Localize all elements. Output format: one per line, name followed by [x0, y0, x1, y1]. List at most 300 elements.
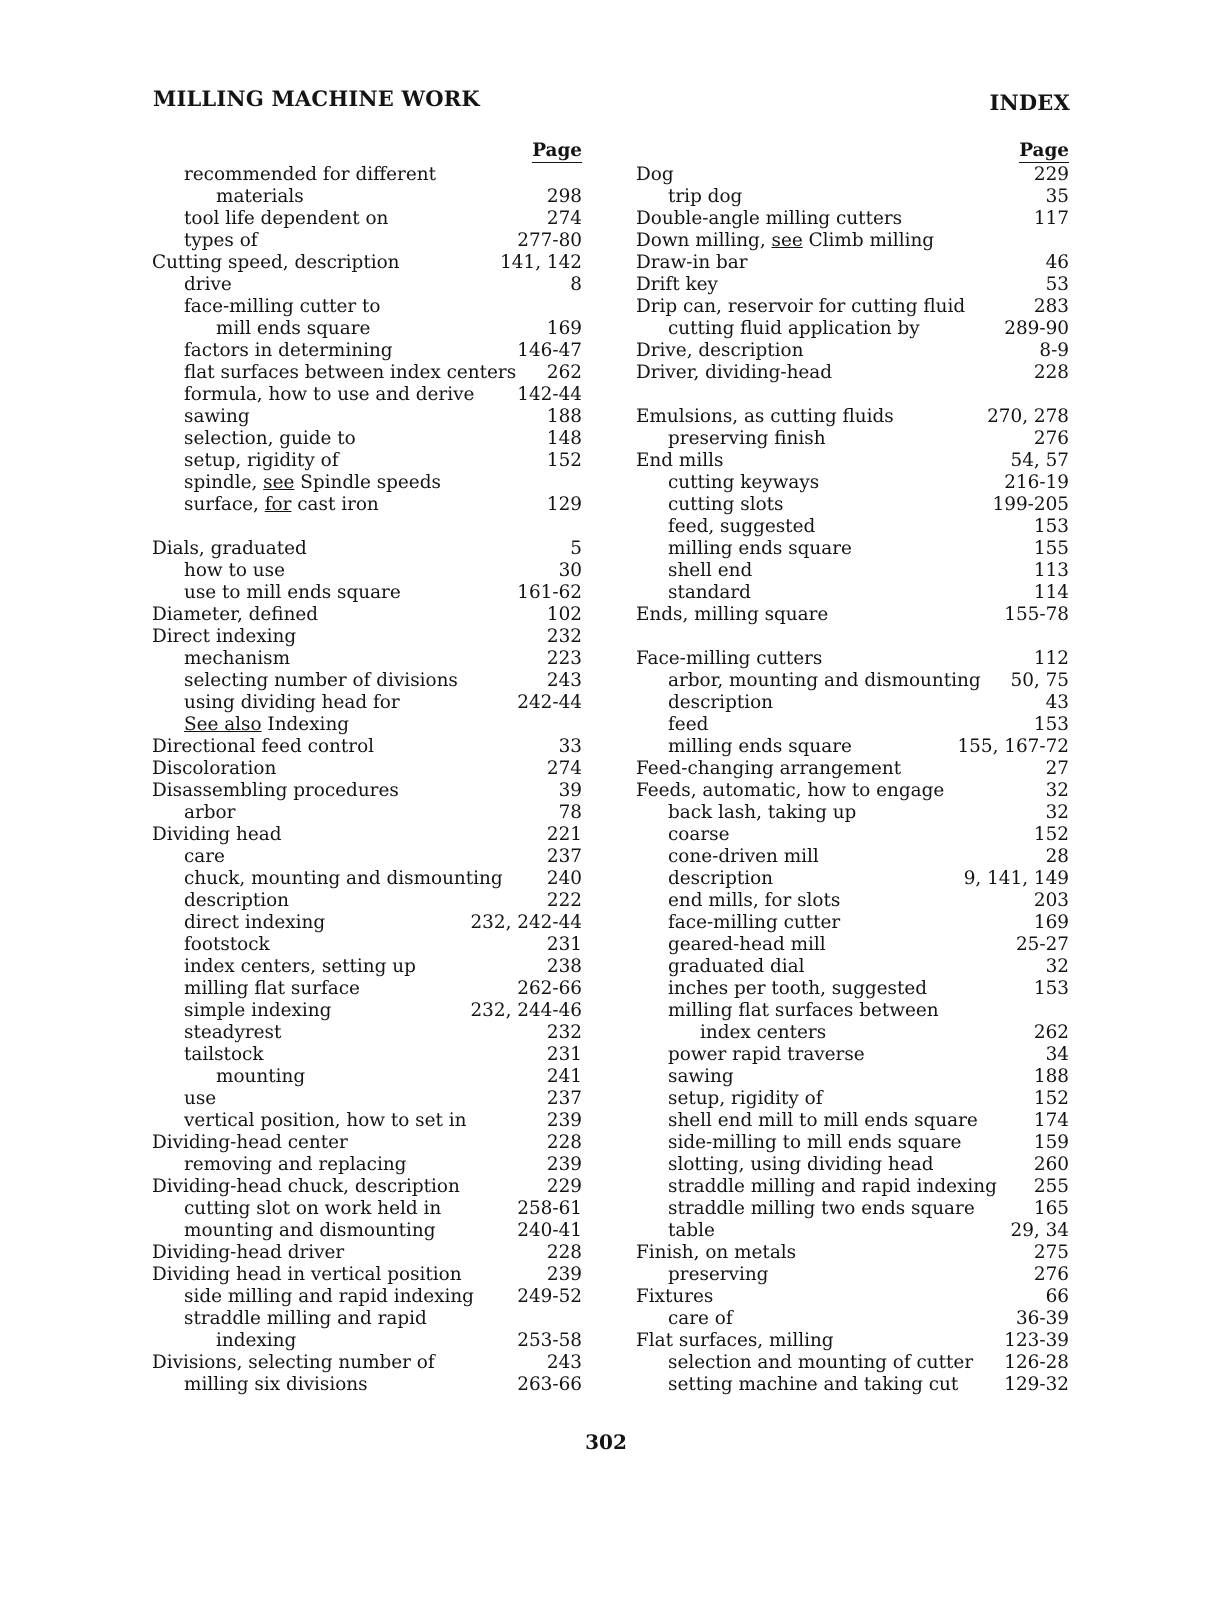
entry-term: description — [668, 692, 774, 713]
entry-list — [636, 164, 1069, 1396]
index-subentry — [152, 648, 582, 670]
index-subentry — [152, 318, 582, 340]
entry-page-ref: 54, 57 — [1010, 450, 1069, 471]
entry-page-ref: 289-90 — [1004, 318, 1069, 339]
entry-page-ref: 243 — [546, 670, 582, 691]
index-subentry — [636, 934, 1069, 956]
entry-page-ref — [1063, 230, 1069, 252]
entry-term: formula, how to use and derive — [184, 384, 475, 405]
entry-page-ref: 260 — [1033, 1154, 1069, 1175]
entry-page-ref: 169 — [546, 318, 582, 339]
entry-page-ref: 39 — [558, 780, 582, 801]
index-entry — [152, 736, 582, 758]
index-subentry — [636, 318, 1069, 340]
entry-term: sawing — [668, 1066, 734, 1087]
cross-reference: see — [771, 230, 803, 251]
index-subentry — [152, 1110, 582, 1132]
entry-page-ref: 30 — [558, 560, 582, 581]
index-subentry — [152, 1374, 582, 1396]
entry-term: straddle milling and rapid indexing — [668, 1176, 997, 1197]
entry-page-ref: 240-41 — [517, 1220, 582, 1241]
entry-term: selecting number of divisions — [184, 670, 458, 691]
entry-term: selection, guide to — [184, 428, 356, 449]
entry-page-ref — [576, 296, 582, 318]
entry-term: how to use — [184, 560, 285, 581]
entry-page-ref: 232, 242-44 — [470, 912, 582, 933]
index-entry — [636, 1286, 1069, 1308]
entry-page-ref: 146-47 — [517, 340, 582, 361]
index-entry — [636, 1330, 1069, 1352]
entry-page-ref: 239 — [546, 1154, 582, 1175]
entry-page-ref: 102 — [546, 604, 582, 625]
index-entry — [636, 406, 1069, 428]
entry-term: removing and replacing — [184, 1154, 407, 1175]
index-subentry — [152, 296, 582, 318]
index-subentry — [152, 1022, 582, 1044]
entry-page-ref: 43 — [1045, 692, 1069, 713]
entry-term: Fixtures — [636, 1286, 714, 1307]
entry-term: feed, suggested — [668, 516, 816, 537]
index-subentry — [636, 1000, 1069, 1022]
entry-spacer — [636, 384, 1069, 406]
entry-term: setting machine and taking cut — [668, 1374, 959, 1395]
entry-term: Diameter, defined — [152, 604, 319, 625]
entry-term: care of — [668, 1308, 733, 1329]
index-subentry — [152, 340, 582, 362]
entry-term: side-milling to mill ends square — [668, 1132, 962, 1153]
index-subentry — [152, 362, 582, 384]
index-subentry — [636, 1022, 1069, 1044]
index-subentry — [152, 890, 582, 912]
index-subentry — [152, 978, 582, 1000]
entry-page-ref: 255 — [1033, 1176, 1069, 1197]
entry-page-ref: 228 — [1033, 362, 1069, 383]
entry-page-ref: 232 — [546, 626, 582, 647]
entry-term: End mills — [636, 450, 724, 471]
entry-page-ref: 277-80 — [517, 230, 582, 251]
entry-page-ref: 8-9 — [1039, 340, 1069, 361]
entry-term: end mills, for slots — [668, 890, 841, 911]
entry-page-ref: 27 — [1045, 758, 1069, 779]
entry-term: cutting fluid application by — [668, 318, 920, 339]
entry-page-ref: 29, 34 — [1010, 1220, 1069, 1241]
index-subentry — [636, 890, 1069, 912]
index-entry — [152, 252, 582, 274]
entry-page-ref: 221 — [546, 824, 582, 845]
entry-term: surface, for cast iron — [184, 494, 379, 515]
entry-term: table — [668, 1220, 715, 1241]
index-subentry — [152, 1220, 582, 1242]
index-subentry — [152, 1154, 582, 1176]
index-subentry — [636, 824, 1069, 846]
entry-term: using dividing head for — [184, 692, 400, 713]
index-subentry — [152, 846, 582, 868]
entry-term: preserving finish — [668, 428, 826, 449]
entry-page-ref: 239 — [546, 1110, 582, 1131]
entry-page-ref — [1063, 1000, 1069, 1022]
entry-term: Dog — [636, 164, 674, 185]
index-entry — [152, 538, 582, 560]
entry-page-ref: 270, 278 — [987, 406, 1069, 427]
entry-term: face-milling cutter to — [184, 296, 381, 317]
entry-term: standard — [668, 582, 751, 603]
entry-term: cutting slot on work held in — [184, 1198, 442, 1219]
index-entry — [152, 1132, 582, 1154]
entry-term: arbor — [184, 802, 236, 823]
index-subentry — [152, 186, 582, 208]
index-subentry — [636, 538, 1069, 560]
index-subentry — [636, 186, 1069, 208]
index-subentry — [152, 208, 582, 230]
entry-page-ref: 126-28 — [1004, 1352, 1069, 1373]
index-subentry — [152, 1198, 582, 1220]
entry-page-ref: 32 — [1045, 956, 1069, 977]
index-subentry — [152, 1066, 582, 1088]
entry-term: simple indexing — [184, 1000, 332, 1021]
index-entry — [636, 296, 1069, 318]
entry-term: milling six divisions — [184, 1374, 368, 1395]
entry-page-ref: 5 — [570, 538, 582, 559]
index-subentry — [636, 1066, 1069, 1088]
page-column-heading: Page — [532, 140, 582, 161]
index-entry — [636, 758, 1069, 780]
index-subentry — [636, 428, 1069, 450]
entry-term: drive — [184, 274, 232, 295]
index-entry — [636, 362, 1069, 384]
entry-page-ref: 223 — [546, 648, 582, 669]
entry-term: cone-driven mill — [668, 846, 819, 867]
entry-page-ref: 276 — [1033, 428, 1069, 449]
entry-term: feed — [668, 714, 709, 735]
index-subentry — [636, 692, 1069, 714]
entry-page-ref: 203 — [1033, 890, 1069, 911]
index-subentry — [152, 1308, 582, 1330]
index-subentry — [152, 560, 582, 582]
entry-term: spindle, see Spindle speeds — [184, 472, 441, 493]
entry-page-ref: 249-52 — [517, 1286, 582, 1307]
entry-page-ref: 262 — [546, 362, 582, 383]
entry-term: face-milling cutter — [668, 912, 841, 933]
entry-page-ref: 155-78 — [1004, 604, 1069, 625]
entry-page-ref: 298 — [546, 186, 582, 207]
entry-page-ref: 129 — [546, 494, 582, 515]
index-entry — [636, 230, 1069, 252]
entry-term: straddle milling two ends square — [668, 1198, 975, 1219]
index-subentry — [152, 1088, 582, 1110]
index-subentry — [152, 494, 582, 516]
entry-term: Flat surfaces, milling — [636, 1330, 834, 1351]
index-subentry — [152, 912, 582, 934]
entry-page-ref: 174 — [1033, 1110, 1069, 1131]
index-entry — [636, 252, 1069, 274]
entry-term: description — [184, 890, 290, 911]
entry-term: shell end mill to mill ends square — [668, 1110, 978, 1131]
running-head-title: MILLING MACHINE WORK — [153, 86, 480, 111]
entry-page-ref: 242-44 — [517, 692, 582, 713]
entry-page-ref: 9, 141, 149 — [963, 868, 1069, 889]
entry-term: power rapid traverse — [668, 1044, 865, 1065]
entry-page-ref: 243 — [546, 1352, 582, 1373]
entry-term: types of — [184, 230, 258, 251]
entry-term: Dividing head in vertical position — [152, 1264, 462, 1285]
index-entry — [636, 1242, 1069, 1264]
entry-term: materials — [216, 186, 304, 207]
entry-page-ref: 231 — [546, 1044, 582, 1065]
entry-term: straddle milling and rapid — [184, 1308, 427, 1329]
entry-page-ref: 283 — [1033, 296, 1069, 317]
entry-page-ref: 114 — [1033, 582, 1069, 603]
entry-page-ref: 275 — [1033, 1242, 1069, 1263]
entry-term: mill ends square — [216, 318, 371, 339]
index-entry — [152, 604, 582, 626]
entry-term: trip dog — [668, 186, 743, 207]
entry-term: Cutting speed, description — [152, 252, 400, 273]
entry-page-ref: 8 — [570, 274, 582, 295]
entry-page-ref: 229 — [546, 1176, 582, 1197]
entry-term: slotting, using dividing head — [668, 1154, 934, 1175]
index-subentry — [636, 846, 1069, 868]
index-column-left — [152, 138, 582, 1396]
page-column-heading: Page — [1019, 140, 1069, 161]
index-subentry — [152, 582, 582, 604]
index-entry — [152, 626, 582, 648]
index-subentry — [636, 1176, 1069, 1198]
entry-term: Dials, graduated — [152, 538, 307, 559]
entry-term: coarse — [668, 824, 730, 845]
entry-term: use — [184, 1088, 217, 1109]
entry-page-ref: 263-66 — [517, 1374, 582, 1395]
entry-page-ref: 66 — [1045, 1286, 1069, 1307]
index-entry — [152, 758, 582, 780]
index-subentry — [636, 912, 1069, 934]
entry-term: Feed-changing arrangement — [636, 758, 902, 779]
index-subentry — [636, 1308, 1069, 1330]
index-entry — [636, 450, 1069, 472]
index-subentry — [636, 1220, 1069, 1242]
entry-page-ref: 34 — [1045, 1044, 1069, 1065]
index-subentry — [636, 494, 1069, 516]
index-subentry — [636, 714, 1069, 736]
entry-page-ref: 33 — [558, 736, 582, 757]
index-subentry — [636, 1198, 1069, 1220]
entry-page-ref: 165 — [1033, 1198, 1069, 1219]
entry-page-ref: 50, 75 — [1010, 670, 1069, 691]
entry-page-ref: 161-62 — [517, 582, 582, 603]
index-subentry — [152, 1286, 582, 1308]
index-entry — [636, 274, 1069, 296]
entry-page-ref: 274 — [546, 758, 582, 779]
entry-term: Double-angle milling cutters — [636, 208, 903, 229]
index-subentry — [152, 230, 582, 252]
entry-term: chuck, mounting and dismounting — [184, 868, 503, 889]
entry-term: mounting and dismounting — [184, 1220, 436, 1241]
index-subentry — [152, 1044, 582, 1066]
entry-page-ref: 153 — [1033, 978, 1069, 999]
entry-page-ref: 262-66 — [517, 978, 582, 999]
entry-page-ref: 188 — [1033, 1066, 1069, 1087]
entry-term: sawing — [184, 406, 250, 427]
entry-term: milling flat surface — [184, 978, 360, 999]
index-subentry — [152, 472, 582, 494]
entry-term: geared-head mill — [668, 934, 826, 955]
entry-page-ref: 199-205 — [992, 494, 1069, 515]
entry-page-ref: 238 — [546, 956, 582, 977]
entry-page-ref: 253-58 — [517, 1330, 582, 1351]
index-entry — [636, 648, 1069, 670]
entry-page-ref: 262 — [1033, 1022, 1069, 1043]
index-subentry — [152, 1330, 582, 1352]
index-subentry — [152, 714, 582, 736]
entry-page-ref — [576, 1308, 582, 1330]
entry-term: Driver, dividing-head — [636, 362, 833, 383]
index-subentry — [636, 670, 1069, 692]
entry-spacer — [636, 626, 1069, 648]
entry-term: cutting keyways — [668, 472, 820, 493]
index-subentry — [636, 736, 1069, 758]
entry-page-ref: 152 — [546, 450, 582, 471]
index-subentry — [152, 274, 582, 296]
page-number: 302 — [585, 1430, 627, 1454]
entry-page-ref: 231 — [546, 934, 582, 955]
index-entry — [152, 780, 582, 802]
index-subentry — [636, 1264, 1069, 1286]
entry-page-ref: 32 — [1045, 802, 1069, 823]
entry-page-ref: 237 — [546, 1088, 582, 1109]
entry-page-ref — [576, 714, 582, 736]
entry-term: See also Indexing — [184, 714, 350, 735]
entry-page-ref: 152 — [1033, 824, 1069, 845]
index-subentry — [636, 1154, 1069, 1176]
entry-term: factors in determining — [184, 340, 393, 361]
index-entry — [636, 780, 1069, 802]
index-subentry — [152, 956, 582, 978]
entry-term: preserving — [668, 1264, 769, 1285]
index-subentry — [152, 164, 582, 186]
index-entry — [636, 208, 1069, 230]
entry-term: milling ends square — [668, 538, 852, 559]
entry-page-ref: 112 — [1033, 648, 1069, 669]
entry-page-ref: 222 — [546, 890, 582, 911]
entry-page-ref: 53 — [1045, 274, 1069, 295]
index-subentry — [636, 516, 1069, 538]
entry-term: milling ends square — [668, 736, 852, 757]
index-entry — [152, 1176, 582, 1198]
index-entry — [636, 604, 1069, 626]
index-subentry — [152, 802, 582, 824]
entry-term: Draw-in bar — [636, 252, 748, 273]
entry-page-ref: 169 — [1033, 912, 1069, 933]
index-entry — [152, 1242, 582, 1264]
entry-term: Feeds, automatic, how to engage — [636, 780, 945, 801]
entry-term: back lash, taking up — [668, 802, 857, 823]
index-subentry — [152, 1000, 582, 1022]
entry-page-ref: 78 — [558, 802, 582, 823]
index-entry — [152, 1352, 582, 1374]
index-column-right — [636, 138, 1069, 1396]
entry-term: Dividing-head center — [152, 1132, 348, 1153]
entry-term: tailstock — [184, 1044, 264, 1065]
entry-page-ref: 113 — [1033, 560, 1069, 581]
entry-page-ref: 155 — [1033, 538, 1069, 559]
entry-term: index centers, setting up — [184, 956, 416, 977]
index-subentry — [636, 560, 1069, 582]
index-subentry — [636, 472, 1069, 494]
index-subentry — [152, 450, 582, 472]
cross-reference: see — [263, 472, 295, 493]
index-subentry — [636, 868, 1069, 890]
entry-term: mechanism — [184, 648, 291, 669]
index-subentry — [152, 692, 582, 714]
entry-term: Finish, on metals — [636, 1242, 797, 1263]
entry-term: Drip can, reservoir for cutting fluid — [636, 296, 966, 317]
index-subentry — [636, 582, 1069, 604]
index-subentry — [152, 406, 582, 428]
entry-term: vertical position, how to set in — [184, 1110, 467, 1131]
entry-page-ref: 228 — [546, 1132, 582, 1153]
entry-term: mounting — [216, 1066, 306, 1087]
entry-page-ref: 152 — [1033, 1088, 1069, 1109]
entry-term: Dividing head — [152, 824, 282, 845]
entry-term: footstock — [184, 934, 270, 955]
running-head-section: INDEX — [989, 90, 1070, 115]
entry-term: steadyrest — [184, 1022, 282, 1043]
entry-term: care — [184, 846, 225, 867]
entry-page-ref: 188 — [546, 406, 582, 427]
entry-term: Emulsions, as cutting fluids — [636, 406, 894, 427]
entry-term: graduated dial — [668, 956, 805, 977]
entry-page-ref: 141, 142 — [500, 252, 582, 273]
entry-spacer — [152, 516, 582, 538]
entry-page-ref: 258-61 — [517, 1198, 582, 1219]
entry-term: flat surfaces between index centers — [184, 362, 517, 383]
entry-page-ref: 216-19 — [1004, 472, 1069, 493]
entry-term: indexing — [216, 1330, 297, 1351]
entry-term: index centers — [700, 1022, 827, 1043]
entry-term: selection and mounting of cutter — [668, 1352, 974, 1373]
index-subentry — [636, 1110, 1069, 1132]
entry-page-ref: 232, 244-46 — [470, 1000, 582, 1021]
entry-page-ref: 36-39 — [1015, 1308, 1069, 1329]
entry-term: Divisions, selecting number of — [152, 1352, 435, 1373]
entry-term: Down milling, see Climb milling — [636, 230, 935, 251]
index-subentry — [636, 1088, 1069, 1110]
index-subentry — [636, 1352, 1069, 1374]
entry-term: cutting slots — [668, 494, 784, 515]
entry-page-ref: 46 — [1045, 252, 1069, 273]
entry-term: Drive, description — [636, 340, 804, 361]
entry-term: arbor, mounting and dismounting — [668, 670, 981, 691]
entry-term: recommended for different — [184, 164, 436, 185]
index-subentry — [152, 934, 582, 956]
entry-page-ref: 123-39 — [1004, 1330, 1069, 1351]
entry-page-ref: 232 — [546, 1022, 582, 1043]
index-subentry — [152, 428, 582, 450]
entry-term: description — [668, 868, 774, 889]
index-subentry — [636, 802, 1069, 824]
entry-page-ref: 241 — [546, 1066, 582, 1087]
entry-page-ref: 240 — [546, 868, 582, 889]
entry-page-ref: 28 — [1045, 846, 1069, 867]
entry-page-ref: 117 — [1033, 208, 1069, 229]
entry-page-ref: 237 — [546, 846, 582, 867]
entry-page-ref: 153 — [1033, 714, 1069, 735]
index-subentry — [152, 384, 582, 406]
entry-term: Drift key — [636, 274, 718, 295]
entry-list — [152, 164, 582, 1396]
index-subentry — [636, 978, 1069, 1000]
entry-page-ref: 153 — [1033, 516, 1069, 537]
entry-term: Face-milling cutters — [636, 648, 823, 669]
